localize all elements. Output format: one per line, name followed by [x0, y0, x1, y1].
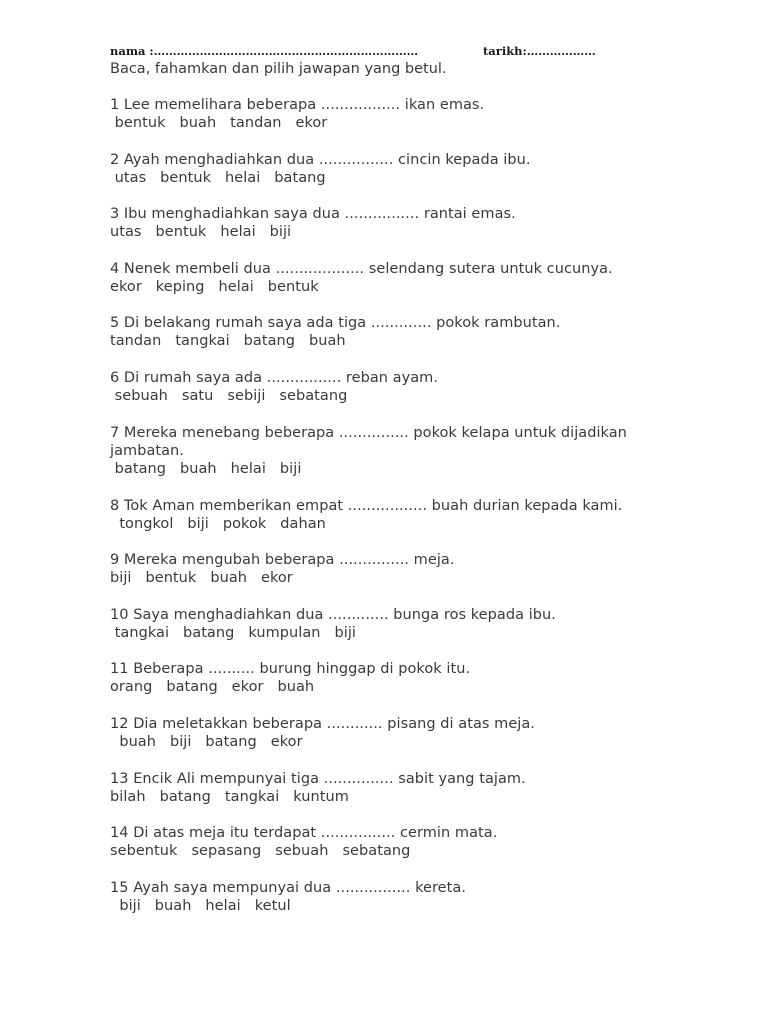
answer-options: tangkai batang kumpulan biji	[110, 624, 356, 641]
question-text: 15 Ayah saya mempunyai dua ................ kereta.	[110, 879, 466, 896]
question-text: 9 Mereka mengubah beberapa ............... meja.	[110, 552, 455, 569]
question-item	[110, 369, 670, 424]
question-text: 6 Di rumah saya ada ................ reban ayam.	[110, 369, 438, 386]
question-text: 12 Dia meletakkan beberapa ............ pisang di atas meja.	[110, 715, 535, 732]
question-text: 14 Di atas meja itu terdapat ................ cermin mata.	[110, 825, 498, 842]
instruction-text: Baca, fahamkan dan pilih jawapan yang betul.	[110, 61, 447, 77]
answer-options: bilah batang tangkai kuntum	[110, 788, 349, 805]
question-item	[110, 497, 670, 552]
answer-options: utas bentuk helai batang	[110, 169, 326, 186]
answer-options: ekor keping helai bentuk	[110, 278, 319, 295]
question-text: 8 Tok Aman memberikan empat ................. buah durian kepada kami.	[110, 497, 623, 514]
answer-options: sebuah satu sebiji sebatang	[110, 387, 348, 404]
worksheet-header	[110, 44, 670, 62]
question-item	[110, 770, 670, 825]
answer-options: buah biji batang ekor	[110, 733, 303, 750]
question-text: 10 Saya menghadiahkan dua ............. bunga ros kepada ibu.	[110, 606, 556, 623]
answer-options: tongkol biji pokok dahan	[110, 515, 326, 532]
question-item	[110, 715, 670, 770]
question-item	[110, 96, 670, 151]
question-item	[110, 879, 670, 934]
question-item	[110, 151, 670, 206]
question-item	[110, 824, 670, 879]
answer-options: biji buah helai ketul	[110, 897, 291, 914]
question-item	[110, 205, 670, 260]
question-item	[110, 551, 670, 606]
question-text: 1 Lee memelihara beberapa ................. ikan emas.	[110, 97, 485, 113]
question-text: 5 Di belakang rumah saya ada tiga ............. pokok rambutan.	[110, 315, 561, 332]
question-text: 3 Ibu menghadiahkan saya dua ................ rantai emas.	[110, 206, 516, 223]
question-text: 7 Mereka menebang beberapa ............... pokok kelapa untuk dijadikan jambatan.	[110, 424, 627, 459]
question-text: 4 Nenek membeli dua ................... selendang sutera untuk cucunya.	[110, 260, 613, 277]
answer-options: biji bentuk buah ekor	[110, 570, 293, 587]
question-text: 11 Beberapa .......... burung hinggap di pokok itu.	[110, 661, 471, 678]
answer-options: sebentuk sepasang sebuah sebatang	[110, 843, 411, 860]
question-item	[110, 660, 670, 715]
question-item	[110, 260, 670, 315]
answer-options: bentuk buah tandan ekor	[110, 115, 328, 131]
question-text: 13 Encik Ali mempunyai tiga ............... sabit yang tajam.	[110, 770, 526, 787]
question-text: 2 Ayah menghadiahkan dua ................ cincin kepada ibu.	[110, 151, 531, 168]
answer-options: batang buah helai biji	[110, 460, 302, 477]
answer-options: orang batang ekor buah	[110, 679, 315, 696]
date-field: tarikh:………………	[483, 44, 596, 58]
question-list	[110, 96, 670, 933]
question-item	[110, 424, 670, 497]
answer-options: utas bentuk helai biji	[110, 224, 292, 241]
name-field: nama :……………………………………………………………	[110, 44, 419, 58]
question-item	[110, 314, 670, 369]
answer-options: tandan tangkai batang buah	[110, 333, 346, 350]
question-item	[110, 606, 670, 661]
